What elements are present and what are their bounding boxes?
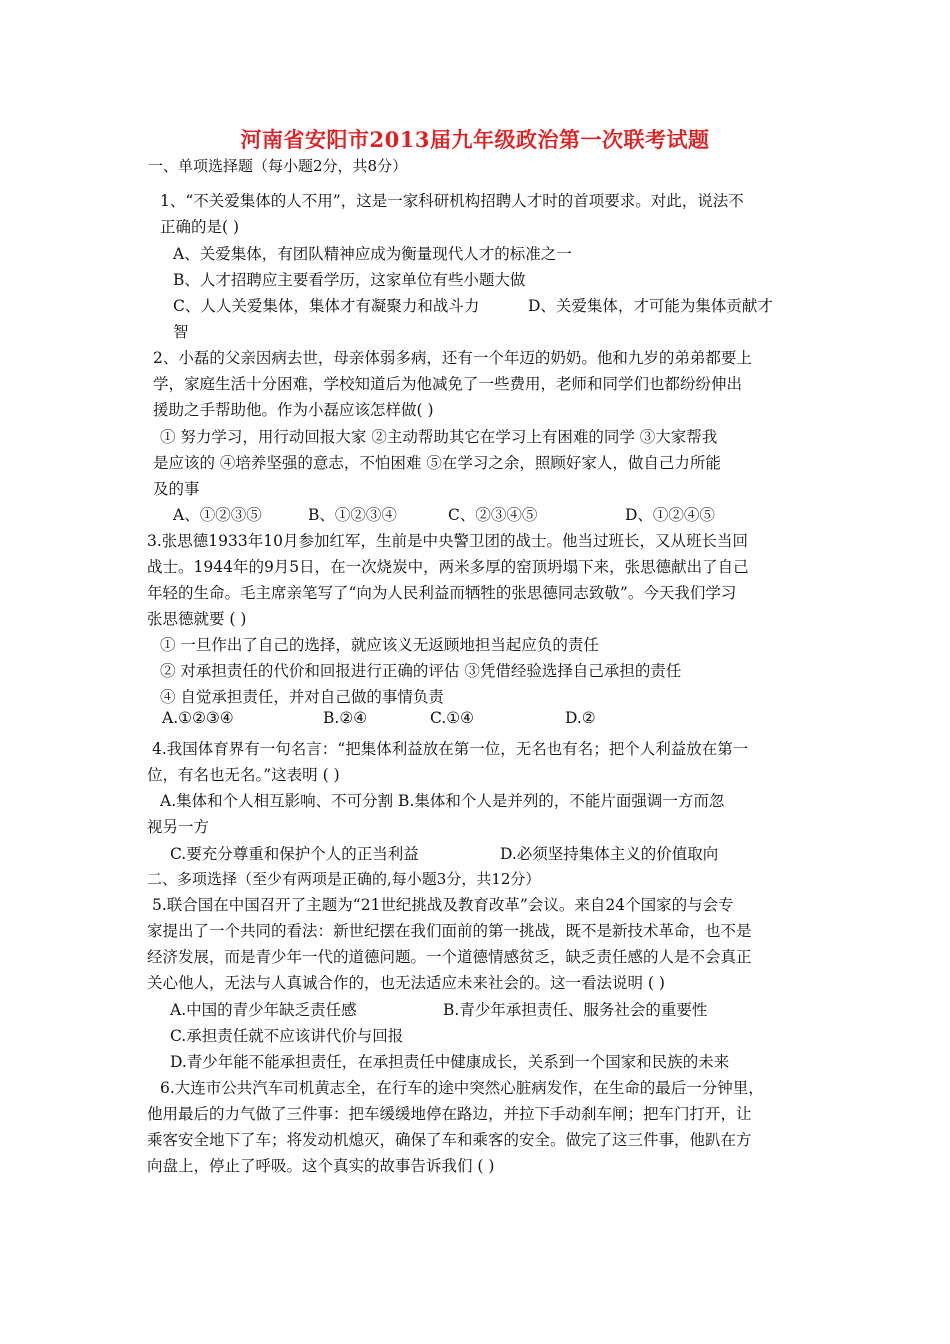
q3-stem-line-4: 张思德就要 ( ) xyxy=(147,610,247,628)
q5-option-d: D.青少年能不能承担责任，在承担责任中健康成长，关系到一个国家和民族的未来 xyxy=(170,1053,730,1071)
q4-stem-line-2: 位，有名也无名。”这表明 ( ) xyxy=(147,766,340,784)
q1-option-a: A、关爱集体，有团队精神应成为衡量现代人才的标准之一 xyxy=(173,245,572,263)
q4-options-a-b: A.集体和个人相互影响、不可分割 B.集体和个人是并列的，不能片面强调一方而忽 xyxy=(160,792,725,810)
q1-option-d-cont: 智 xyxy=(173,323,189,341)
q6-stem-line-1: 6.大连市公共汽车司机黄志全，在行车的途中突然心脏病发作，在生命的最后一分钟里， xyxy=(160,1079,764,1097)
q2-option-c: C、②③④⑤ xyxy=(448,506,538,524)
q3-option-c: C.①④ xyxy=(430,709,475,727)
q2-statements-line-1: ① 努力学习，用行动回报大家 ②主动帮助其它在学习上有困难的同学 ③大家帮我 xyxy=(160,428,718,446)
q2-stem-line-2: 学，家庭生活十分困难，学校知道后为他减免了一些费用，老师和同学们也都纷纷伸出 xyxy=(153,375,743,393)
q6-stem-line-4: 向盘上，停止了呼吸。这个真实的故事告诉我们 ( ) xyxy=(147,1157,495,1175)
q1-stem-line-2: 正确的是( ) xyxy=(160,218,240,236)
q3-stem-line-1: 3.张思德1933年10月参加红军，生前是中央警卫团的战士。他当过班长，又从班长当回 xyxy=(147,532,748,550)
q3-statement-1: ① 一旦作出了自己的选择，就应该义无返顾地担当起应负的责任 xyxy=(160,636,599,654)
q5-stem-line-1: 5.联合国在中国召开了主题为“21世纪挑战及教育改革”会议。来自24个国家的与会专 xyxy=(152,896,734,914)
q5-option-b: B.青少年承担责任、服务社会的重要性 xyxy=(443,1001,708,1019)
q3-option-a: A.①②③④ xyxy=(162,709,234,727)
q2-option-d: D、①②④⑤ xyxy=(625,506,715,524)
q4-option-c: C.要充分尊重和保护个人的正当利益 xyxy=(170,845,419,863)
q4-option-d: D.必须坚持集体主义的价值取向 xyxy=(500,845,719,863)
q3-statement-2-3: ② 对承担责任的代价和回报进行正确的评估 ③凭借经验选择自己承担的责任 xyxy=(160,662,682,680)
q1-option-c: C、人人关爱集体，集体才有凝聚力和战斗力 xyxy=(173,297,480,315)
section-2-heading: 二、多项选择（至少有两项是正确的,每小题3分，共12分） xyxy=(147,870,541,888)
q5-stem-line-4: 关心他人，无法与人真诚合作的，也无法适应未来社会的。这一看法说明 ( ) xyxy=(147,974,665,992)
q4-option-b-cont: 视另一方 xyxy=(147,818,210,836)
q1-option-b: B、人才招聘应主要看学历，这家单位有些小题大做 xyxy=(173,271,526,289)
q2-statements-line-2: 是应该的 ④培养坚强的意志，不怕困难 ⑤在学习之余，照顾好家人，做自己力所能 xyxy=(153,454,721,472)
q5-stem-line-3: 经济发展，而是青少年一代的道德问题。一个道德情感贫乏，缺乏责任感的人是不会真正 xyxy=(147,948,752,966)
q3-stem-line-3: 年轻的生命。毛主席亲笔写了“向为人民利益而牺牲的张思德同志致敬”。今天我们学习 xyxy=(147,584,737,602)
q2-stem-line-3: 援助之手帮助他。作为小磊应该怎样做( ) xyxy=(153,401,434,419)
q6-stem-line-3: 乘客安全地下了车；将发动机熄灭，确保了车和乘客的安全。做完了这三件事，他趴在方 xyxy=(147,1131,752,1149)
exam-title: 河南省安阳市2013届九年级政治第一次联考试题 xyxy=(240,127,710,152)
q1-stem-line-1: 1、“不关爱集体的人不用”，这是一家科研机构招聘人才时的首项要求。对此，说法不 xyxy=(160,192,744,210)
q3-option-b: B.②④ xyxy=(323,709,368,727)
q1-option-d: D、关爱集体，才可能为集体贡献才 xyxy=(528,297,773,315)
section-1-heading: 一、单项选择题（每小题2分，共8分） xyxy=(148,157,408,175)
q2-option-b: B、①②③④ xyxy=(308,506,397,524)
q3-option-d: D.② xyxy=(565,709,596,727)
q5-option-a: A.中国的青少年缺乏责任感 xyxy=(170,1001,357,1019)
q5-stem-line-2: 家提出了一个共同的看法：新世纪摆在我们面前的第一挑战，既不是新技术革命，也不是 xyxy=(147,922,752,940)
q6-stem-line-2: 他用最后的力气做了三件事：把车缓缓地停在路边，并拉下手动刹车闸；把车门打开，让 xyxy=(147,1105,752,1123)
q5-option-c: C.承担责任就不应该讲代价与回报 xyxy=(170,1027,404,1045)
q3-statement-4: ④ 自觉承担责任，并对自己做的事情负责 xyxy=(160,688,444,706)
q3-stem-line-2: 战士。1944年的9月5日，在一次烧炭中，两米多厚的窑顶坍塌下来，张思德献出了自己 xyxy=(147,558,749,576)
q2-option-a: A、①②③⑤ xyxy=(173,506,262,524)
q4-stem-line-1: 4.我国体育界有一句名言：“把集体利益放在第一位，无名也有名；把个人利益放在第一 xyxy=(152,740,749,758)
q2-statements-line-3: 及的事 xyxy=(153,480,200,498)
q2-stem-line-1: 2、小磊的父亲因病去世，母亲体弱多病，还有一个年迈的奶奶。他和九岁的弟弟都要上 xyxy=(153,349,752,367)
